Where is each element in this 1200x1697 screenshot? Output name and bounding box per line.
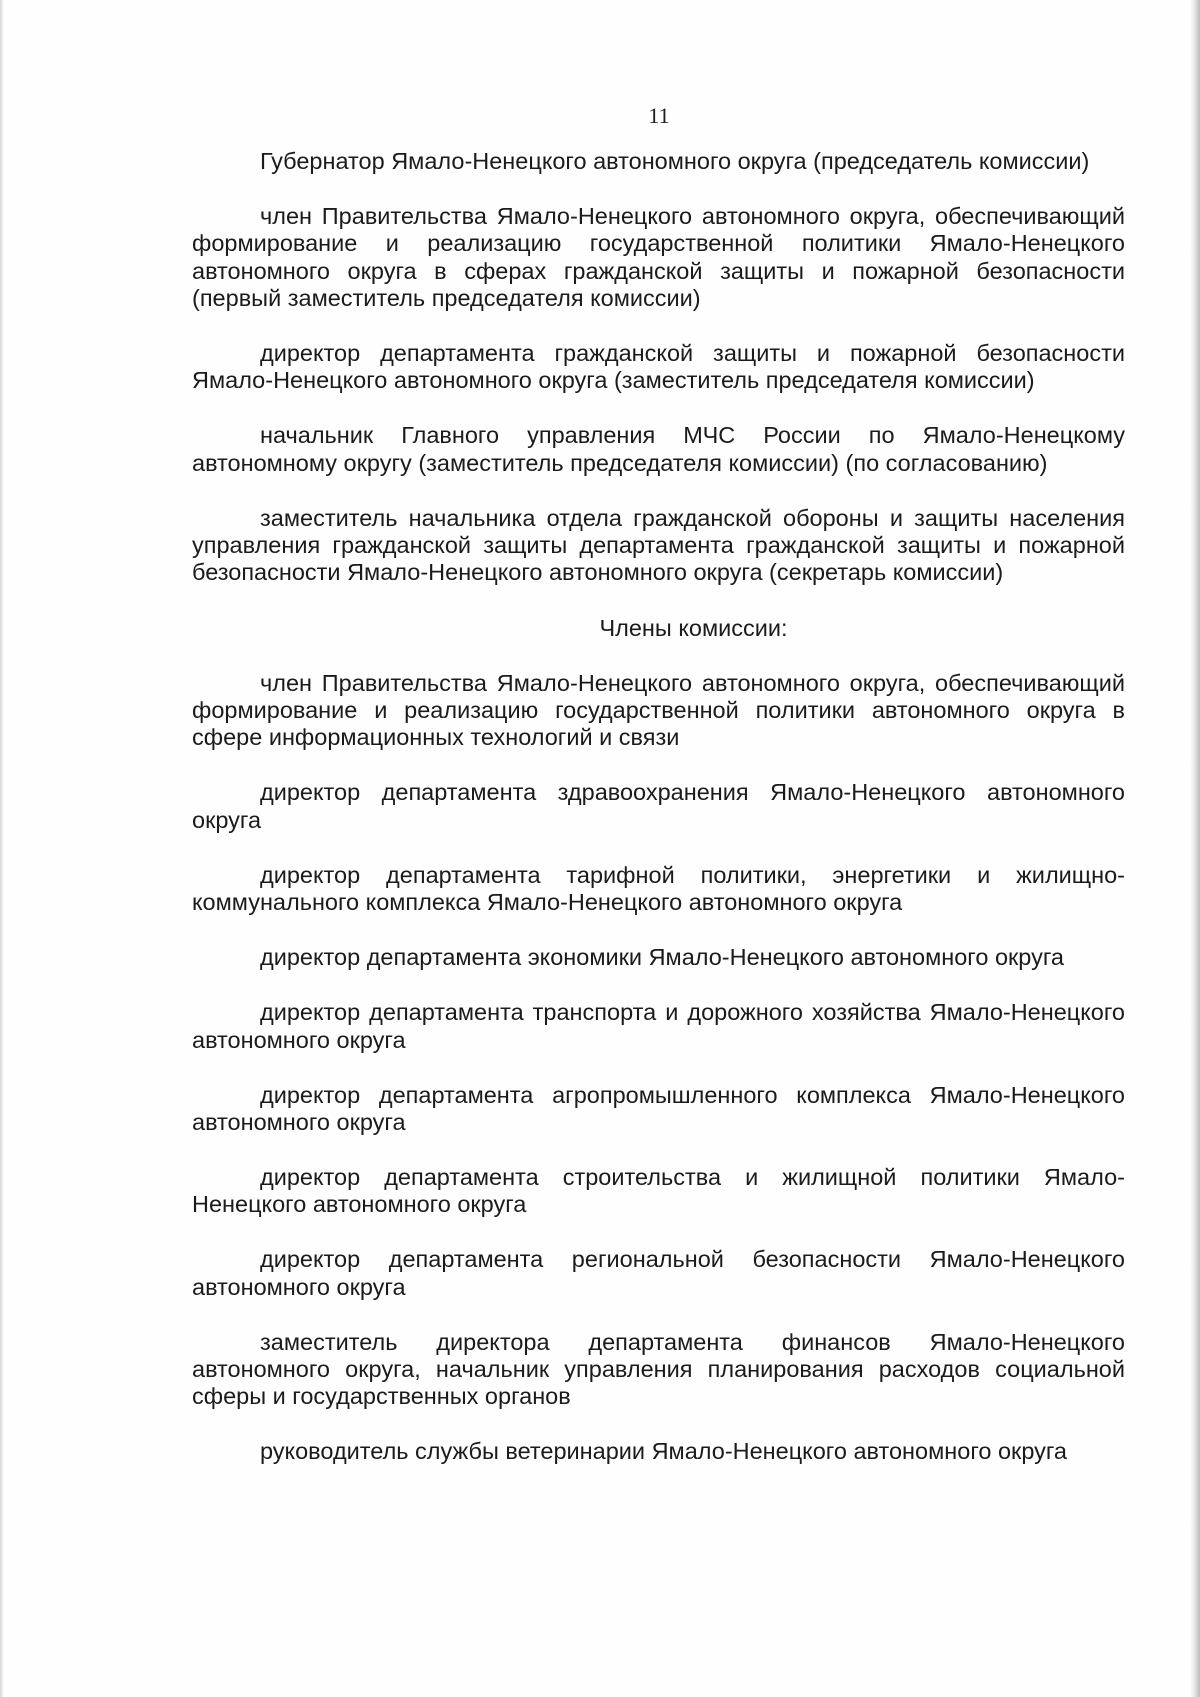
member-item: директор департамента агропромышленного комплекса Ямало-Ненецкого автономного округа [192, 1081, 1125, 1135]
page-right-edge [1190, 0, 1200, 1697]
position-first-deputy-chairman: член Правительства Ямало-Ненецкого автономного округа, обеспечивающий формирование и реализацию государственной политики Ямало-Ненецкого автономного округа в сферах гражданской защиты и пожарной безопасности (первый заместитель председателя комиссии) [192, 203, 1125, 311]
commission-composition [192, 148, 1125, 1494]
member-item: директор департамента региональной безопасности Ямало-Ненецкого автономного округа [192, 1246, 1125, 1300]
member-item: заместитель директора департамента финансов Ямало-Ненецкого автономного округа, начальник управления планирования расходов социальной сферы и государственных органов [192, 1328, 1125, 1410]
member-item: директор департамента строительства и жилищной политики Ямало-Ненецкого автономного округа [192, 1163, 1125, 1218]
member-item: руководитель службы ветеринарии Ямало-Ненецкого автономного округа [260, 1438, 1067, 1465]
member-item: директор департамента здравоохранения Ямало-Ненецкого автономного округа [192, 779, 1125, 833]
member-item: директор департамента транспорта и дорожного хозяйства Ямало-Ненецкого автономного округа [192, 999, 1125, 1053]
member-item: директор департамента тарифной политики, энергетики и жилищно-коммунального комплекса Ямало-Ненецкого автономного округа [192, 861, 1125, 916]
members-heading: Члены комиссии: [599, 614, 788, 641]
member-item: член Правительства Ямало-Ненецкого автономного округа, обеспечивающий формирование и реализацию государственной политики автономного округа в сфере информационных технологий и связи [192, 669, 1125, 751]
page-number: 11 [648, 103, 670, 128]
page-left-edge [0, 0, 3, 1697]
position-deputy-chairman: директор департамента гражданской защиты и пожарной безопасности Ямало-Ненецкого автономного округа (заместитель председателя комиссии) [192, 340, 1125, 394]
position-chairman: Губернатор Ямало-Ненецкого автономного округа (председатель комиссии) [260, 148, 1090, 174]
member-item: директор департамента экономики Ямало-Ненецкого автономного округа [260, 944, 1064, 971]
position-deputy-chairman-mchs: начальник Главного управления МЧС России по Ямало-Ненецкому автономному округу (заместитель председателя комиссии) (по согласованию) [192, 422, 1125, 476]
position-secretary: заместитель начальника отдела гражданской обороны и защиты населения управления гражданской защиты департамента гражданской защиты и пожарной безопасности Ямало-Ненецкого автономного округа (секретарь комиссии) [192, 504, 1125, 586]
